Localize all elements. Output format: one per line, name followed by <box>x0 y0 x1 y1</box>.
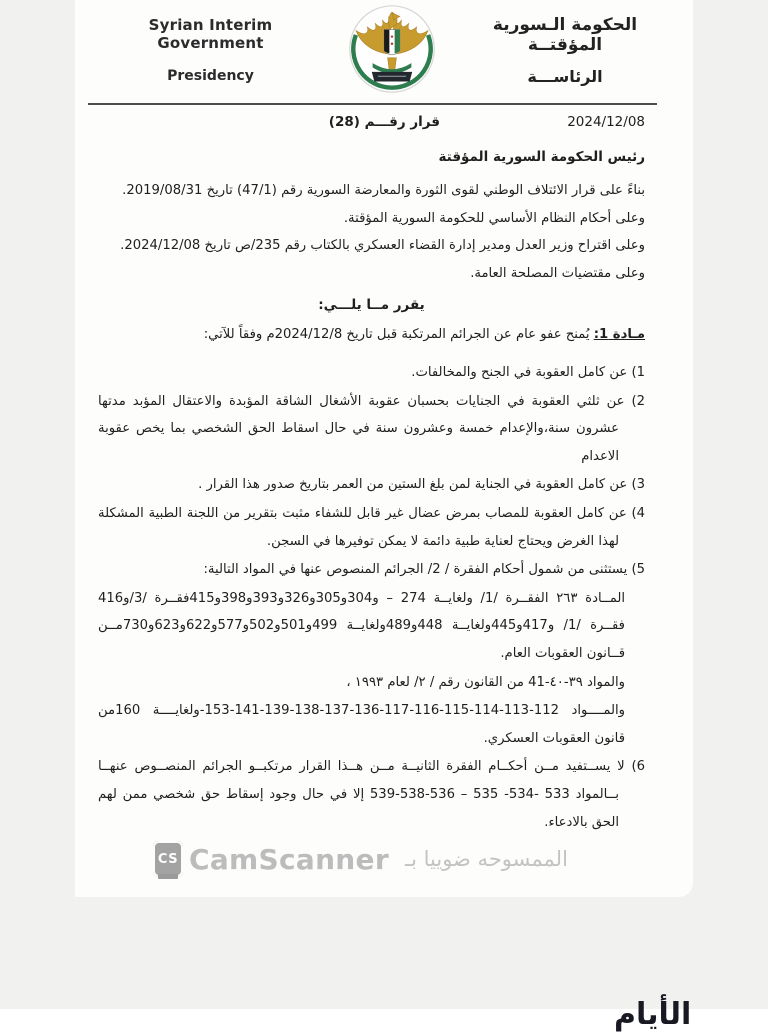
government-eagle-emblem-icon <box>348 2 436 96</box>
list-item <box>98 388 645 471</box>
item-number: 2) <box>631 393 645 409</box>
document-title: رئيس الحكومة السورية المؤقتة <box>438 149 645 165</box>
org-name-arabic: الحكومة الـسورية المؤقتــة <box>492 14 638 55</box>
item-number: 6) <box>631 759 645 775</box>
preamble-line: وعلى اقتراح وزير العدل ومدير إدارة القضاء العسكري بالكتاب رقم 235/ص تاريخ 2024/12/08. <box>120 238 645 253</box>
item-number: 5) <box>631 562 645 578</box>
list-item <box>98 753 645 836</box>
item-text: يستثنى من شمول أحكام الفقرة / 2/ الجرائم المنصوص عنها في المواد التالية: <box>203 562 628 578</box>
item-number: 1) <box>631 365 645 380</box>
watermark-brand: CamScanner <box>189 842 389 876</box>
camscanner-icon <box>153 841 183 877</box>
item-5-detail: والمواد ٣٩-٤٠-41 من القانون رقم / ٢/ لعام ١٩٩٣ ، <box>346 674 625 690</box>
letterhead <box>93 0 675 100</box>
meta-row <box>98 114 645 138</box>
letterhead-arabic <box>455 15 675 86</box>
watermark-arabic: الممسوحه ضوييا بـ <box>404 847 568 871</box>
list-item <box>98 471 645 499</box>
letterhead-english <box>93 16 328 84</box>
preamble-line: بناءً على قرار الائتلاف الوطني لقوى الثورة والمعارضة السورية رقم (47/1) تاريخ 2019/08/31. <box>122 183 645 198</box>
list-item <box>98 500 645 555</box>
item-text: عن كامل العقوبة في الجنح والمخالفات. <box>411 365 628 380</box>
article-1-label: مـادة 1: <box>593 327 645 342</box>
preamble <box>98 177 645 287</box>
org-subtitle-arabic: الرئاســـة <box>527 66 603 86</box>
item-text: عن كامل العقوبة للمصاب بمرض عضال غير قابل للشفاء مثبت بتقرير من اللجنة الطبية المشكلة لهذا الغرض ويحتاج لعناية طبية دائمة لا يمكن توفيرها في السجن. <box>98 505 627 549</box>
decree-heading: يقرر مــا يلـــي: <box>318 297 425 313</box>
document-page <box>75 0 693 897</box>
header-divider <box>88 103 657 105</box>
org-subtitle-english: Presidency <box>167 68 254 84</box>
preamble-line: وعلى مقتضيات المصلحة العامة. <box>470 265 645 281</box>
article-1-intro: يُمنح عفو عام عن الجرائم المرتكبة قبل تاريخ 2024/12/8م وفقاً للآتي: <box>203 327 590 342</box>
preamble-line: وعلى أحكام النظام الأساسي للحكومة السورية المؤقتة. <box>343 210 645 226</box>
item-number: 4) <box>631 505 645 521</box>
item-5-detail: المــادة ٢٦٣ الفقــرة /1/ ولغايــة 274 – و304و305و326و393و398و415فقــرة /3/و416 فقــرة /1/ و417و445ولغايــة 448و489ولغايــة 499و501و502و577و622و623و730مــن قــانون العقوبات العام. <box>98 590 625 661</box>
org-name-english: Syrian Interim Government <box>148 16 273 52</box>
camscanner-icon-label: CS <box>157 851 179 867</box>
list-item <box>98 556 645 584</box>
clipped-corner-text: الأيام <box>614 997 692 1032</box>
article-1-line <box>98 327 645 342</box>
item-5-detail: والمــــواد 112-‏113-‏114-‏115-‏116-‏117-‏136-‏137-‏138-‏139-‏141-‏153-ولغايــــة 160من قانون العقوبات العسكري. <box>98 703 625 746</box>
item-text: عن ثلثي العقوبة في الجنايات بحسبان عقوبة الأشغال الشاقة المؤبدة والاعتقال المؤبد مدتها عشرون سنة،والإعدام خمسة وعشرون سنة في حال اسقاط الحق الشخصي بما يخص عقوبة الاعدام <box>98 393 625 464</box>
list-item <box>98 359 645 387</box>
item-text: عن كامل العقوبة في الجناية لمن بلغ الستين من العمر بتاريخ صدور هذا القرار . <box>198 477 628 493</box>
decree-items <box>98 359 645 837</box>
document-date: 2024/12/08 <box>567 114 645 130</box>
camscanner-watermark <box>153 841 568 877</box>
item-number: 3) <box>631 477 645 493</box>
item-text: لا يســتفيد مــن أحكــام الفقرة الثانيــة مــن هــذا القرار مرتكبــو الجرائم المنصــوص عنهــا بــالمواد 533 -‏534- 535 – 536-‏538-‏539 إلا في حال وجود إسقاط حق شخصي ممن لهم الحق بالادعاء. <box>98 759 625 830</box>
decision-number: قرار رقـــم (28) <box>328 114 440 130</box>
